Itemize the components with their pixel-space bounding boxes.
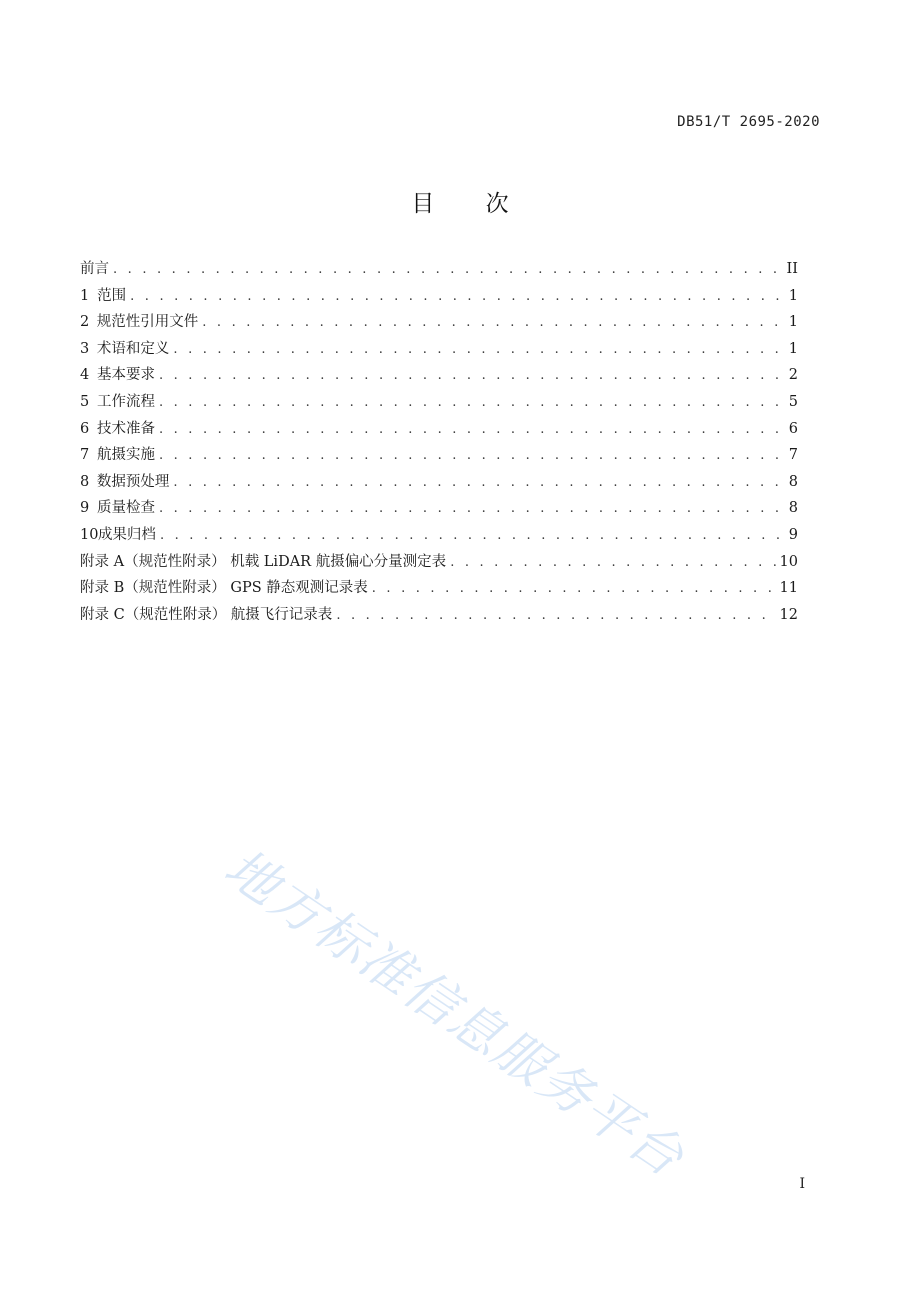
dot-leader	[159, 448, 785, 463]
toc-entry-number: 2	[80, 314, 90, 331]
toc-entry-page: 12	[779, 606, 798, 623]
watermark: 地方标准信息服务平台	[213, 837, 695, 1190]
toc-entry-label: 数据预处理	[96, 473, 170, 490]
toc-entry-7[interactable]	[80, 443, 798, 470]
toc-entry-label: 质量检查	[96, 500, 155, 517]
dot-leader	[113, 262, 783, 277]
toc-entry-label: 规范性引用文件	[96, 314, 199, 331]
toc-entry-label: 附录 B（规范性附录） GPS 静态观测记录表	[80, 580, 368, 597]
dot-leader	[173, 475, 784, 490]
toc-entry-page: 7	[788, 447, 798, 464]
toc-entry-label: 成果归档	[97, 526, 156, 543]
page-title: 目 次	[411, 191, 531, 217]
dot-leader	[202, 315, 785, 330]
toc-entry-label: 工作流程	[96, 393, 155, 410]
toc-entry-9[interactable]	[80, 496, 798, 523]
toc-entry-2[interactable]	[80, 310, 798, 337]
toc-entry-number: 1	[80, 287, 90, 304]
dot-leader	[336, 608, 775, 623]
page-number: I	[799, 1176, 805, 1192]
toc-entry-page: 1	[788, 314, 798, 331]
toc-entry-page: 9	[788, 526, 798, 543]
toc-entry-appendix-c[interactable]	[80, 603, 798, 630]
toc-entry-8[interactable]	[80, 470, 798, 497]
document-code: DB51/T 2695-2020	[677, 114, 820, 130]
toc-entry-1[interactable]	[80, 284, 798, 311]
toc-entry-4[interactable]	[80, 363, 798, 390]
toc-entry-label: 范围	[97, 287, 127, 304]
toc-entry-label: 基本要求	[96, 367, 155, 384]
dot-leader	[130, 289, 785, 304]
toc-entry-appendix-a[interactable]	[80, 550, 798, 577]
toc-entry-label: 术语和定义	[96, 340, 170, 357]
toc-entry-number: 10	[80, 526, 99, 543]
toc-entry-page: 1	[788, 340, 798, 357]
toc-entry-number: 8	[80, 473, 90, 490]
toc-entry-appendix-b[interactable]	[80, 576, 798, 603]
dot-leader	[160, 528, 785, 543]
toc-entry-number: 7	[80, 447, 90, 464]
toc-entry-page: 1	[788, 287, 798, 304]
toc-entry-3[interactable]	[80, 337, 798, 364]
toc-entry-number: 6	[80, 420, 90, 437]
toc-entry-foreword[interactable]	[80, 257, 798, 284]
toc-entry-10[interactable]	[80, 523, 798, 550]
toc-entry-number: 5	[80, 393, 90, 410]
toc-entry-page: 6	[788, 420, 798, 437]
dot-leader	[173, 342, 784, 357]
dot-leader	[159, 422, 785, 437]
toc-entry-label: 航摄实施	[96, 447, 155, 464]
toc-entry-number: 3	[80, 340, 90, 357]
toc-entry-page: 10	[779, 553, 798, 570]
dot-leader	[159, 368, 785, 383]
toc-entry-page: 8	[788, 500, 798, 517]
toc-entry-6[interactable]	[80, 417, 798, 444]
toc-entry-label: 技术准备	[96, 420, 155, 437]
toc-entry-label: 前言	[80, 261, 109, 277]
dot-leader	[450, 555, 775, 570]
toc-entry-label: 附录 C（规范性附录） 航摄飞行记录表	[80, 606, 333, 623]
toc-entry-number: 4	[80, 367, 90, 384]
toc-entry-page: 2	[788, 367, 798, 384]
toc-entry-page: 8	[788, 473, 798, 490]
toc-entry-5[interactable]	[80, 390, 798, 417]
dot-leader	[159, 501, 785, 516]
dot-leader	[159, 395, 785, 410]
toc-entry-page: 5	[788, 393, 798, 410]
toc-entry-page: II	[786, 261, 798, 277]
toc-entry-number: 9	[80, 500, 90, 517]
dot-leader	[372, 581, 776, 596]
toc-entry-page: 11	[779, 580, 798, 597]
toc-entry-label: 附录 A（规范性附录） 机载 LiDAR 航摄偏心分量测定表	[80, 553, 447, 570]
table-of-contents	[80, 257, 798, 629]
